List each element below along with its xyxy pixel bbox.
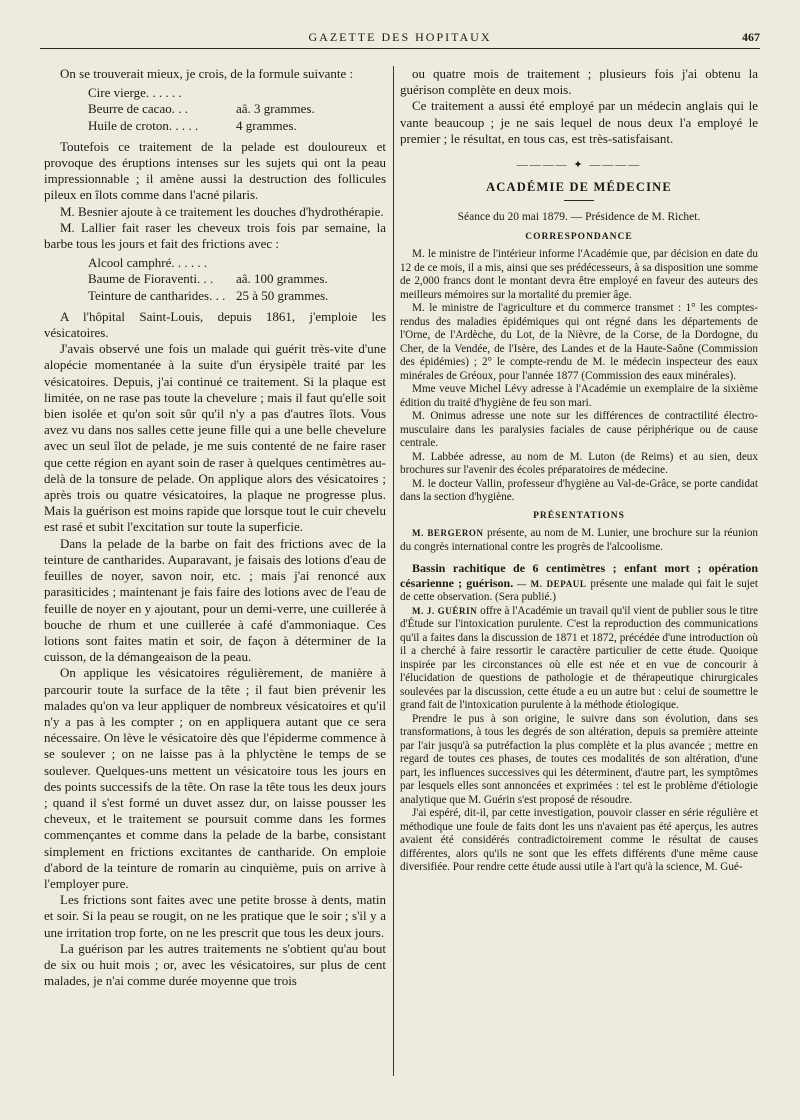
paragraph: Dans la pelade de la barbe on fait des frictions avec de la teinture de cantharides. Auparavant, je faisais des lotions d'eau de feuilles de noyer, savon noir, etc. ; mais j'ai renoncé aux parasiticides ; maintenant je fais faire des lotions avec de l'eau de feuille de noyer en y ajoutant, pour un demi-verre, une cuillerée à bouche de rhum et une cuillerée à café d'ammoniaque. Ces lotions sont faites matin et soir, de façon à déterminer de la cuisson, de la démangeaison de la peau. [44, 535, 386, 665]
paragraph: ou quatre mois de traitement ; plusieurs fois j'ai obtenu la guérison complète en deux mois. [400, 66, 758, 98]
paragraph: M. Onimus adresse une note sur les différences de contractilité électro-musculaire dans les paralysies faciales de cause périphérique ou de cause centrale. [400, 410, 758, 450]
paragraph: M. le docteur Vallin, professeur d'hygiène au Val-de-Grâce, se porte candidat dans la section d'hygiène. [400, 477, 758, 504]
column-divider [393, 66, 394, 1076]
paragraph: Les frictions sont faites avec une petite brosse à dents, matin et soir. Si la peau se rougit, on ne les pratique que le soir ; s'il y a une irritation trop forte, on ne les prescrit que tous les deux jours. [44, 892, 386, 940]
ornament-rule: ———— ✦ ———— [516, 159, 642, 172]
paragraph: J'avais observé une fois un malade qui guérit très-vite d'une alopécie momentanée à la suite d'un érysipèle traité par les vésicatoires. Depuis, j'ai continué ce traitement. Si la plaque est limitée, on ne rase pas toute la chevelure ; mais il faut qu'elle soit bien isolée et qu'on soit sûr qu'il n'y a pas d'autres îlots. Vous avez vu dans nos salles cette jeune fille qui a une belle chevelure avec un seul îlot de pelade, je me suis contenté de ne faire raser que cette région en ayant soin de raser à quelques centimètres au-delà de la tonsure de pelade. On applique alors des vésicatoires ; après trois ou quatre vésicatoires, la plaque ne progresse plus. Mais la guérison est moins rapide que lorsque tout le cuir chevelu est rasé et subit l'excitation sur toute la superficie. [44, 341, 386, 535]
subhead-presentations: PRÉSENTATIONS [533, 510, 625, 521]
paragraph: M. BERGERON présente, au nom de M. Lunier, une brochure sur la réunion du congrès international contre les progrès de l'alcoolisme. [400, 527, 759, 553]
paragraph: La guérison par les autres traitements ne s'obtient qu'au bout de six ou huit mois ; or, avec les vésicatoires, sur plus de cent malades, je n'ai comme durée moyenne que trois [44, 940, 386, 989]
paragraph: M. le ministre de l'intérieur informe l'Académie que, par décision en date du 12 de ce mois, il a mis, ainsi que ses prédécesseurs, à sa disposition une somme de 2,000 francs dont le montant devra être employé en faveur des auteurs des meilleurs mémoires sur la mortalité du premier âge. [400, 248, 758, 301]
paragraph: A l'hôpital Saint-Louis, depuis 1861, j'emploie les vésicatoires. [44, 308, 386, 341]
formula-2 [88, 255, 386, 304]
paragraph: Mme veuve Michel Lévy adresse à l'Académie un exemplaire de la sixième édition du traité d'hygiène de feu son mari. [400, 383, 758, 409]
formula-row: Cire vierge. . . . . . [88, 85, 182, 101]
running-title: GAZETTE DES HOPITAUX [308, 30, 492, 44]
paragraph: M. Lallier fait raser les cheveux trois fois par semaine, la barbe tous les jours et fait des frictions avec : [44, 219, 386, 252]
paragraph: M. J. GUÉRIN offre à l'Académie un travail qu'il vient de publier sous le titre d'Étude sur l'intoxication purulente. C'est la reproduction des communications qu'il a faites dans la discussion de 1871 et 1872, précédée d'une introduction où il a cherché à faire ressortir le caractère particulier de cette étude. Quoique inspirée par les circonstances où elle est née et en vue de concourir à l'élucidation de questions de pathologie et de thérapeutique chirurgicales soulevées par la discussion, cette étude a eu un autre but : celui de soumettre le grand fait de l'intoxication purulente à la méthode étiologique. [400, 604, 759, 712]
paragraph: Bassin rachitique de 6 centimètres ; enfant mort ; opération césarienne ; guérison. — M. DEPAUL présente une malade qui fait le sujet de cette observation. (Sera publié.) [400, 561, 758, 604]
formula-row: Alcool camphré. . . . . . [88, 255, 208, 271]
paragraph: On applique les vésicatoires régulièrement, de manière à parcourir toute la surface de la tête ; il faut bien prévenir les malades qu'on va leur appliquer de nombreux vésicatoires et qu'il n'y a pas à les compter ; on en appliquera autant que ce sera nécessaire. On lève le vésicatoire dès que l'épiderme commence à se soulever ; on ne laisse pas à la phlyctène le temps de se soulever. Quelques-uns mettent un vésicatoire tous les jours en des points successifs de la tête. On rase la tête tous les deux jours ; quand il s'est formé un duvet assez dur, on laisse pousser les cheveux, et le traitement se poursuit comme dans les formes commençantes et comme dans la pelade de la barbe, consistant simplement en frictions excitantes de cantharide. On emploie d'abord de la teinture de romarin au cinquième, puis on arrive à l'employer pure. [44, 665, 386, 891]
paragraph: M. Besnier ajoute à ce traitement les douches d'hydrothérapie. [60, 203, 384, 219]
paragraph: On se trouverait mieux, je crois, de la formule suivante : [60, 66, 354, 81]
session-line: Séance du 20 mai 1879. — Présidence de M. Richet. [457, 211, 701, 224]
paragraph: J'ai espéré, dit-il, par cette investigation, pouvoir classer en série régulière et méthodique une foule de faits dont les uns n'avaient pas été aperçus, les autres avaient été considérés contradictoirement comme le résultat de causes différentes, alors qu'ils ne sont que les effets différents d'une même cause diversifiée. Pour rendre cette étude aussi utile à l'art qu'à la science, M. Gué- [400, 807, 758, 874]
paragraph: M. Labbée adresse, au nom de M. Luton (de Reims) et au sien, deux brochures sur l'avenir des écoles préparatoires de médecine. [400, 450, 758, 477]
formula-1 [88, 85, 386, 134]
short-rule [564, 200, 594, 201]
speaker-name: M. J. GUÉRIN [412, 605, 478, 616]
paragraph: Toutefois ce traitement de la pelade est douloureux et provoque des éruptions intenses sur les sujets qui ont la peau impressionnable ; il amène aussi la destruction des follicules pileux en îlots comme dans l'acné pilaris. [44, 138, 386, 203]
page-header [40, 30, 760, 49]
formula-row: Beurre de cacao. . . aâ. 3 grammes. [88, 101, 315, 117]
formula-row: Huile de croton. . . . . 4 grammes. [88, 117, 297, 133]
paragraph: Ce traitement a aussi été employé par un médecin anglais qui le vante beaucoup ; je ne sais lequel de nous deux l'a employé le premier ; le résultat, en tous cas, est très-satisfaisant. [400, 98, 758, 146]
subhead-correspondance: CORRESPONDANCE [525, 231, 633, 242]
paragraph: Prendre le pus à son origine, le suivre dans son évolution, dans ses transformations, à tous les degrés de son altération, depuis sa première atteinte par l'air jusqu'à sa putréfaction la plus complète et la plus avancée ; mettre en regard de toutes ces phases, de toutes ces modalités de son altération, d'une part, les influences successives qui les déterminent, d'autre part, les symptômes par lesquels elles sont annoncées et exprimées : tel est le problème d'étiologie analytique que M. Guérin s'est proposé de résoudre. [400, 712, 758, 806]
page-number: 467 [742, 30, 760, 44]
paragraph: M. le ministre de l'agriculture et du commerce transmet : 1° les comptes-rendus des maladies épidémiques qui ont régné dans les départements de l'Orne, de l'Ardèche, du Lot, de la Nièvre, de la Corse, de la Dordogne, du Cher, de la Vendée, de l'Isère, des Landes et de la Haute-Saône (Commission des épidémies) ; 2° le compte-rendu de M. le médecin inspecteur des eaux minérales de Gréoux, pour l'année 1877 (Commission des eaux minérales). [400, 302, 758, 382]
speaker-name: M. BERGERON [412, 528, 484, 539]
article-title: Bassin rachitique de 6 centimètres ; enfant mort ; opération césarienne ; guérison. [400, 561, 758, 590]
section-title: ACADÉMIE DE MÉDECINE [486, 179, 672, 194]
speaker-name: — M. DEPAUL [517, 578, 587, 589]
right-column [400, 66, 758, 875]
formula-row: Baume de Fioraventi. . . aâ. 100 grammes. [88, 271, 328, 287]
formula-row: Teinture de cantharides. . . 25 à 50 grammes. [88, 287, 329, 303]
left-column [44, 66, 386, 989]
